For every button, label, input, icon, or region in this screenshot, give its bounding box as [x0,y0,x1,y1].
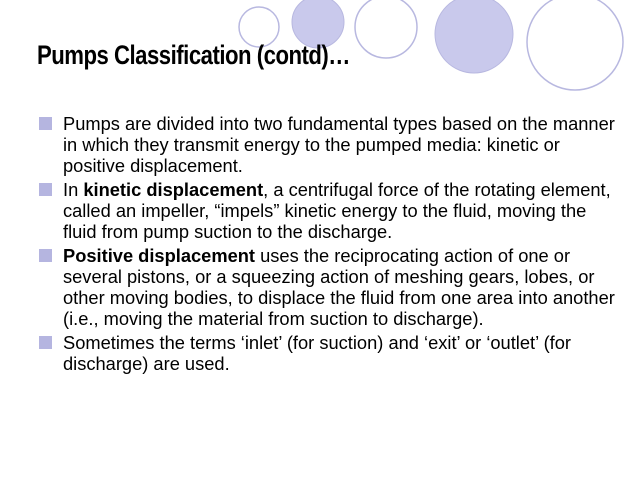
bullet-marker-icon [39,117,52,130]
bullet-bold-term: Positive displacement [63,245,256,266]
slide-title: Pumps Classification (contd)… [37,40,350,70]
bullet-text: Sometimes the terms ‘inlet’ (for suction) and ‘exit’ or ‘outlet’ (for discharge) are used. [63,332,571,374]
bullet-bold-term: kinetic displacement [83,179,264,200]
decor-circle-5 [527,0,623,90]
bullet-text-continued: uses the reciprocating action of one or several pistons, or a squeezing action of meshing gears, lobes, or other moving bodies, to displace the fluid from one area into another (i.e., moving the material from suction to discharge). [63,245,615,329]
bullet-item-1 [38,113,618,176]
bullet-text: In [63,179,84,200]
bullet-marker-icon [39,249,52,262]
bullet-list [38,113,618,377]
bullet-item-3 [38,245,618,329]
bullet-marker-icon [39,336,52,349]
bullet-item-2 [38,179,618,242]
bullet-marker-icon [39,183,52,196]
bullet-text: Pumps are divided into two fundamental types based on the manner in which they transmit energy to the pumped media: kinetic or positive displacement. [63,113,615,176]
bullet-item-4 [38,332,618,374]
bullet-text-continued: , a centrifugal force of the rotating element, called an impeller, “impels” kinetic energy to the fluid, moving the fluid from pump suction to the discharge. [63,179,611,242]
